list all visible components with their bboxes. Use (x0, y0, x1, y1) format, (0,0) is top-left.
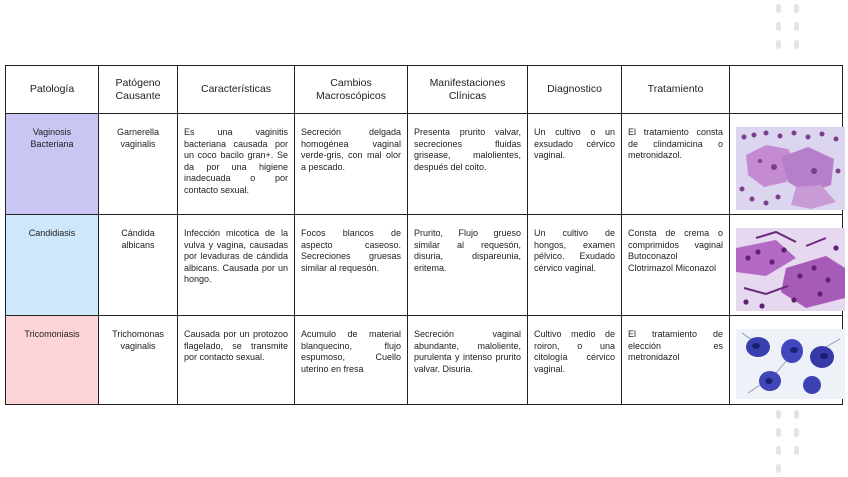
header-tratamiento: Tratamiento (622, 66, 730, 114)
row-clinical-manifestations: Prurito, Flujo grueso similar al requesón, disuria, dispareunia, eritema. (408, 215, 528, 316)
header-manifestaciones: Manifestaciones Clínicas (408, 66, 528, 114)
row-diagnosis: Un cultivo de hongos, examen pélvico. Exudado cérvico vaginal. (528, 215, 622, 316)
row-image-cell (730, 316, 843, 405)
header-diagnostico: Diagnostico (528, 66, 622, 114)
table-header-row (6, 66, 843, 114)
row-pathogen: Garnerella vaginalis (99, 114, 178, 215)
candida-micrograph (736, 228, 845, 311)
pathology-table (5, 65, 843, 405)
row-image-cell (730, 114, 843, 215)
trichomonas-micrograph (736, 329, 845, 399)
row-treatment: El tratamiento de elección es metronidazol (622, 316, 730, 405)
row-pathology-name: Candidiasis (6, 215, 99, 316)
header-patologia: Patología (6, 66, 99, 114)
row-treatment: Consta de crema o comprimidos vaginal Butoconazol Clotrimazol Miconazol (622, 215, 730, 316)
header-caracteristicas: Características (178, 66, 295, 114)
row-clinical-manifestations: Secreción vaginal abundante, maloliente, purulenta y intenso prurito valvar. Disuria. (408, 316, 528, 405)
table-row (6, 114, 843, 215)
row-characteristics: Es una vaginitis bacteriana causada por un coco bacilo gran+. Se da por una higiene inadecuada o por contacto sexual. (178, 114, 295, 215)
row-macroscopic-changes: Acumulo de material blanquecino, flujo espumoso, Cuello uterino en fresa (295, 316, 408, 405)
row-pathogen: Cándida albicans (99, 215, 178, 316)
row-pathogen: Trichomonas vaginalis (99, 316, 178, 405)
row-clinical-manifestations: Presenta prurito valvar, secreciones fluidas grisease, malolientes, después del coito. (408, 114, 528, 215)
row-image-cell (730, 215, 843, 316)
header-imagen (730, 66, 843, 114)
row-macroscopic-changes: Secreción delgada homogénea vaginal verde-gris, con mal olor a pescado. (295, 114, 408, 215)
row-characteristics: Infección micotica de la vulva y vagina, causadas por levaduras de cándida albicans. Causada por un hongo. (178, 215, 295, 316)
row-treatment: El tratamiento consta de clindamicina o metronidazol. (622, 114, 730, 215)
row-pathology-name: Tricomoniasis (6, 316, 99, 405)
clue-cells-micrograph (736, 127, 845, 210)
row-characteristics: Causada por un protozoo flagelado, se transmite por contacto sexual. (178, 316, 295, 405)
header-patogeno: Patógeno Causante (99, 66, 178, 114)
row-diagnosis: Un cultivo o un exsudado cérvico vaginal. (528, 114, 622, 215)
header-cambios: Cambios Macroscópicos (295, 66, 408, 114)
table-row (6, 316, 843, 405)
row-pathology-name: Vaginosis Bacteriana (6, 114, 99, 215)
table-row (6, 215, 843, 316)
row-macroscopic-changes: Focos blancos de aspecto caseoso. Secreciones gruesas similar al requesón. (295, 215, 408, 316)
row-diagnosis: Cultivo medio de roiron, o una citología cérvico vaginal. (528, 316, 622, 405)
